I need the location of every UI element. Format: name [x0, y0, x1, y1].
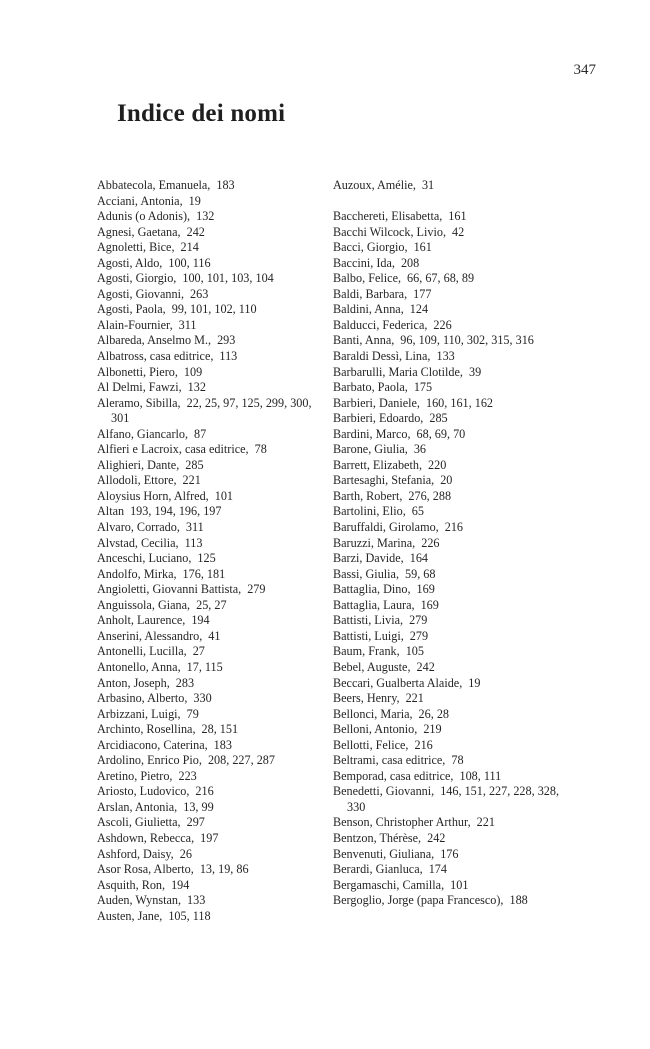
- entry-pages: 108, 111: [459, 768, 502, 783]
- entry-pages: 25, 27: [196, 597, 227, 612]
- index-entry: [97, 815, 322, 831]
- entry-pages: 276, 288: [408, 488, 452, 503]
- entry-name: Baldini, Anna,: [333, 302, 404, 317]
- entry-pages: 216: [195, 784, 214, 799]
- index-entry: [333, 318, 563, 334]
- entry-pages: 285: [429, 411, 448, 426]
- entry-pages: 194: [191, 613, 210, 628]
- entry-name: Agosti, Giovanni,: [97, 286, 185, 301]
- entry-pages: 132: [196, 209, 215, 224]
- entry-pages: 311: [178, 317, 197, 332]
- entry-name: Bellonci, Maria,: [333, 706, 413, 721]
- index-entry: [97, 504, 322, 520]
- index-entry: [333, 582, 563, 598]
- index-entry: [333, 831, 563, 847]
- index-entry: [333, 893, 563, 909]
- entry-name: Baldi, Barbara,: [333, 286, 408, 301]
- entry-pages: 17, 115: [186, 659, 223, 674]
- entry-name: Belloni, Antonio,: [333, 722, 418, 737]
- entry-pages: 214: [180, 240, 199, 255]
- index-entry: [97, 707, 322, 723]
- entry-pages: 100, 101, 103, 104: [182, 271, 274, 286]
- page-title: Indice dei nomi: [117, 100, 286, 127]
- index-entry: [97, 753, 322, 769]
- entry-name: Alfano, Giancarlo,: [97, 426, 189, 441]
- entry-pages: 101: [450, 877, 469, 892]
- entry-pages: 242: [186, 224, 205, 239]
- index-entry: [333, 567, 563, 583]
- index-entry: [97, 691, 322, 707]
- index-entry: [333, 302, 563, 318]
- index-entry: [333, 676, 563, 692]
- entry-name: Acciani, Antonia,: [97, 193, 183, 208]
- index-entry: [333, 862, 563, 878]
- entry-pages: 13, 99: [183, 799, 214, 814]
- index-entry: [97, 271, 322, 287]
- index-entry: [97, 769, 322, 785]
- index-entry: [333, 691, 563, 707]
- entry-name: Alvstad, Cecilia,: [97, 535, 179, 550]
- page-number: 347: [573, 62, 596, 78]
- entry-pages: 39: [468, 364, 482, 379]
- entry-name: Bacchi Wilcock, Livio,: [333, 224, 447, 239]
- index-entry: [333, 784, 563, 815]
- entry-name: Barbieri, Edoardo,: [333, 411, 424, 426]
- entry-pages: 219: [423, 722, 442, 737]
- index-entry: [97, 582, 322, 598]
- index-entry: [97, 722, 322, 738]
- entry-pages: 42: [452, 224, 465, 239]
- entry-pages: 223: [178, 768, 197, 783]
- entry-name: Ardolino, Enrico Pio,: [97, 753, 202, 768]
- entry-pages: 13, 19, 86: [199, 862, 249, 877]
- entry-name: Anholt, Laurence,: [97, 613, 186, 628]
- entry-pages: 87: [194, 426, 207, 441]
- entry-pages: 221: [182, 473, 201, 488]
- entry-pages: 242: [416, 659, 435, 674]
- entry-pages: 78: [451, 753, 464, 768]
- index-entry: [97, 520, 322, 536]
- index-entry: [97, 893, 322, 909]
- entry-pages: 28, 151: [201, 722, 239, 737]
- index-entry: [97, 225, 322, 241]
- index-entry: [333, 240, 563, 256]
- entry-name: Baruffaldi, Girolamo,: [333, 520, 439, 535]
- entry-name: Asquith, Ron,: [97, 877, 166, 892]
- entry-pages: 311: [185, 520, 204, 535]
- entry-pages: 36: [413, 442, 426, 457]
- entry-name: Baccini, Ida,: [333, 255, 395, 270]
- entry-name: Battaglia, Laura,: [333, 597, 415, 612]
- entry-name: Alighieri, Dante,: [97, 457, 180, 472]
- entry-name: Bardini, Marco,: [333, 426, 411, 441]
- index-entry: [333, 613, 563, 629]
- entry-name: Baruzzi, Marina,: [333, 535, 416, 550]
- entry-pages: 19: [468, 675, 481, 690]
- entry-name: Barbato, Paola,: [333, 380, 408, 395]
- index-entry: [97, 676, 322, 692]
- entry-name: Bergamaschi, Camilla,: [333, 877, 445, 892]
- entry-pages: 66, 67, 68, 89: [407, 271, 475, 286]
- entry-pages: 208: [400, 255, 420, 270]
- index-entry: [333, 551, 563, 567]
- entry-pages: 161: [448, 209, 467, 224]
- index-entry: [97, 738, 322, 754]
- entry-name: Bacci, Giorgio,: [333, 240, 408, 255]
- entry-pages: 146, 151, 227, 228, 328, 330: [347, 784, 560, 814]
- index-entry: [97, 551, 322, 567]
- index-entry: [333, 256, 563, 272]
- entry-pages: 175: [413, 380, 433, 395]
- entry-name: Battisti, Luigi,: [333, 628, 404, 643]
- index-entry: [333, 225, 563, 241]
- entry-pages: 79: [186, 706, 199, 721]
- index-entry: [333, 411, 563, 427]
- index-entry: [333, 333, 563, 349]
- entry-name: Albareda, Anselmo M.,: [97, 333, 212, 348]
- entry-pages: 68, 69, 70: [416, 426, 466, 441]
- entry-name: Albonetti, Piero,: [97, 364, 178, 379]
- entry-name: Alvaro, Corrado,: [97, 520, 180, 535]
- entry-name: Auzoux, Amélie,: [333, 178, 416, 192]
- entry-name: Arbasino, Alberto,: [97, 691, 188, 706]
- index-entry: [97, 613, 322, 629]
- entry-pages: 216: [414, 737, 433, 752]
- index-entry: [333, 722, 563, 738]
- entry-name: Al Delmi, Fawzi,: [97, 380, 182, 395]
- index-entry: [97, 629, 322, 645]
- entry-name: Bassi, Giulia,: [333, 566, 400, 581]
- index-entry: [97, 442, 322, 458]
- index-entry: [97, 194, 322, 210]
- index-entry: [97, 380, 322, 396]
- entry-pages: 164: [409, 551, 429, 566]
- entry-pages: 263: [190, 286, 209, 301]
- entry-pages: 41: [208, 628, 221, 643]
- index-entry: [333, 427, 563, 443]
- entry-name: Banti, Anna,: [333, 333, 395, 348]
- entry-name: Barzi, Davide,: [333, 551, 404, 566]
- entry-pages: 31: [421, 178, 435, 192]
- index-entry: [333, 878, 563, 894]
- entry-name: Austen, Jane,: [97, 908, 163, 923]
- index-entry: [333, 271, 563, 287]
- entry-pages: 132: [187, 380, 206, 395]
- entry-pages: 133: [187, 893, 206, 908]
- entry-name: Barone, Giulia,: [333, 442, 408, 457]
- entry-name: Aretino, Pietro,: [97, 768, 173, 783]
- index-entry: [97, 365, 322, 381]
- entry-pages: 279: [409, 628, 429, 643]
- entry-name: Bemporad, casa editrice,: [333, 768, 454, 783]
- entry-name: Adunis (o Adonis),: [97, 209, 191, 224]
- entry-name: Balbo, Felice,: [333, 271, 402, 286]
- index-entry: [97, 318, 322, 334]
- entry-pages: 285: [185, 457, 204, 472]
- entry-name: Barbarulli, Maria Clotilde,: [333, 364, 463, 379]
- entry-name: Bartesaghi, Stefania,: [333, 473, 435, 488]
- index-entry: [97, 333, 322, 349]
- entry-pages: 27: [192, 644, 205, 659]
- index-entry: [97, 598, 322, 614]
- entry-pages: 169: [420, 597, 439, 612]
- entry-name: Ascoli, Giulietta,: [97, 815, 181, 830]
- entry-pages: 100, 116: [168, 255, 211, 270]
- index-entry: [97, 302, 322, 318]
- letter-gap: [333, 194, 563, 210]
- entry-pages: 183: [213, 737, 232, 752]
- entry-pages: 197: [200, 830, 219, 845]
- index-entry: [333, 365, 563, 381]
- entry-name: Allodoli, Ettore,: [97, 473, 177, 488]
- entry-name: Barth, Robert,: [333, 488, 403, 503]
- entry-pages: 169: [416, 582, 435, 597]
- index-entry: [97, 800, 322, 816]
- index-entry: [333, 178, 563, 194]
- entry-pages: 160, 161, 162: [425, 395, 493, 410]
- entry-name: Albatross, casa editrice,: [97, 349, 214, 364]
- entry-pages: 99, 101, 102, 110: [171, 302, 257, 317]
- entry-pages: 101: [214, 488, 233, 503]
- index-entry: [97, 256, 322, 272]
- entry-name: Antonello, Anna,: [97, 659, 181, 674]
- index-entry: [333, 442, 563, 458]
- index-column-right: [333, 178, 563, 909]
- entry-name: Bellotti, Felice,: [333, 737, 409, 752]
- entry-pages: 194: [171, 877, 190, 892]
- index-entry: [97, 784, 322, 800]
- entry-name: Bebel, Auguste,: [333, 659, 411, 674]
- index-entry: [97, 396, 322, 427]
- entry-name: Battaglia, Dino,: [333, 582, 411, 597]
- index-entry: [97, 473, 322, 489]
- entry-pages: 242: [427, 830, 446, 845]
- entry-name: Anserini, Alessandro,: [97, 628, 203, 643]
- entry-pages: 176: [440, 846, 459, 861]
- entry-pages: 96, 109, 110, 302, 315, 316: [400, 333, 534, 348]
- index-entry: [97, 287, 322, 303]
- entry-name: Barbieri, Daniele,: [333, 395, 420, 410]
- entry-name: Aleramo, Sibilla,: [97, 395, 181, 410]
- entry-pages: 20: [440, 473, 453, 488]
- index-entry: [333, 209, 563, 225]
- entry-name: Agosti, Giorgio,: [97, 271, 177, 286]
- entry-name: Anceschi, Luciano,: [97, 551, 192, 566]
- index-entry: [333, 458, 563, 474]
- index-entry: [97, 427, 322, 443]
- entry-pages: 105, 118: [168, 908, 211, 923]
- index-entry: [97, 862, 322, 878]
- entry-name: Alain-Fournier,: [97, 317, 173, 332]
- entry-name: Baum, Frank,: [333, 644, 400, 659]
- entry-pages: 279: [247, 582, 266, 597]
- entry-pages: 176, 181: [182, 566, 226, 581]
- entry-name: Archinto, Rosellina,: [97, 722, 196, 737]
- index-entry: [97, 349, 322, 365]
- entry-name: Battisti, Livia,: [333, 613, 404, 628]
- entry-name: Bergoglio, Jorge (papa Francesco),: [333, 893, 504, 908]
- entry-pages: 220: [428, 457, 447, 472]
- entry-pages: 193, 194, 196, 197: [130, 504, 222, 519]
- entry-pages: 78: [254, 442, 267, 457]
- entry-pages: 133: [436, 349, 455, 364]
- entry-name: Barrett, Elizabeth,: [333, 457, 422, 472]
- index-entry: [333, 769, 563, 785]
- entry-pages: 59, 68: [405, 566, 436, 581]
- entry-name: Agosti, Paola,: [97, 302, 166, 317]
- entry-name: Agnesi, Gaetana,: [97, 224, 181, 239]
- entry-pages: 125: [197, 551, 216, 566]
- index-entry: [333, 629, 563, 645]
- index-entry: [333, 349, 563, 365]
- index-entry: [97, 831, 322, 847]
- index-entry: [97, 644, 322, 660]
- entry-pages: 19: [188, 193, 201, 208]
- index-entry: [333, 489, 563, 505]
- index-entry: [97, 489, 322, 505]
- index-entry: [97, 178, 322, 194]
- entry-pages: 221: [405, 691, 424, 706]
- entry-pages: 216: [444, 520, 463, 535]
- entry-pages: 297: [186, 815, 205, 830]
- entry-name: Auden, Wynstan,: [97, 893, 182, 908]
- entry-pages: 226: [421, 535, 440, 550]
- entry-name: Arslan, Antonia,: [97, 799, 178, 814]
- entry-pages: 26: [179, 846, 192, 861]
- index-entry: [333, 536, 563, 552]
- entry-name: Arcidiacono, Caterina,: [97, 737, 208, 752]
- index-entry: [333, 815, 563, 831]
- entry-name: Benson, Christopher Arthur,: [333, 815, 471, 830]
- index-entry: [97, 660, 322, 676]
- index-entry: [97, 209, 322, 225]
- entry-pages: 65: [411, 504, 424, 519]
- index-entry: [333, 473, 563, 489]
- entry-name: Alfieri e Lacroix, casa editrice,: [97, 442, 249, 457]
- index-entry: [333, 598, 563, 614]
- index-entry: [333, 520, 563, 536]
- entry-name: Benvenuti, Giuliana,: [333, 846, 435, 861]
- entry-name: Bentzon, Thérèse,: [333, 830, 422, 845]
- entry-name: Altan: [97, 504, 125, 519]
- entry-name: Anton, Joseph,: [97, 675, 170, 690]
- entry-name: Beers, Henry,: [333, 691, 400, 706]
- entry-pages: 124: [409, 302, 429, 317]
- index-entry: [333, 660, 563, 676]
- entry-name: Anguissola, Giana,: [97, 597, 191, 612]
- index-column-left: [97, 178, 322, 924]
- entry-name: Bartolini, Elio,: [333, 504, 406, 519]
- index-entry: [333, 738, 563, 754]
- entry-pages: 174: [428, 862, 447, 877]
- index-entry: [97, 909, 322, 925]
- entry-name: Aloysius Horn, Alfred,: [97, 488, 209, 503]
- entry-pages: 113: [219, 349, 238, 364]
- index-entry: [333, 707, 563, 723]
- entry-name: Berardi, Gianluca,: [333, 862, 423, 877]
- index-entry: [333, 396, 563, 412]
- entry-name: Benedetti, Giovanni,: [333, 784, 435, 799]
- index-entry: [333, 287, 563, 303]
- entry-name: Balducci, Federica,: [333, 317, 428, 332]
- entry-name: Andolfo, Mirka,: [97, 566, 177, 581]
- entry-pages: 279: [409, 613, 428, 628]
- entry-pages: 161: [413, 240, 432, 255]
- index-entry: [333, 753, 563, 769]
- entry-pages: 293: [217, 333, 236, 348]
- entry-pages: 183: [216, 178, 235, 192]
- entry-name: Agnoletti, Bice,: [97, 240, 175, 255]
- index-entry: [333, 380, 563, 396]
- index-entry: [97, 536, 322, 552]
- entry-name: Agosti, Aldo,: [97, 255, 163, 270]
- index-entry: [333, 644, 563, 660]
- entry-pages: 221: [476, 815, 495, 830]
- entry-name: Baraldi Dessì, Lina,: [333, 349, 431, 364]
- index-entry: [333, 504, 563, 520]
- entry-name: Abbatecola, Emanuela,: [97, 178, 211, 192]
- entry-pages: 208, 227, 287: [207, 753, 275, 768]
- entry-name: Angioletti, Giovanni Battista,: [97, 582, 242, 597]
- entry-name: Asor Rosa, Alberto,: [97, 862, 194, 877]
- index-entry: [97, 458, 322, 474]
- index-entry: [97, 240, 322, 256]
- entry-pages: 330: [193, 691, 212, 706]
- entry-name: Ariosto, Ludovico,: [97, 784, 190, 799]
- index-entry: [333, 847, 563, 863]
- entry-pages: 177: [413, 286, 432, 301]
- index-entry: [97, 878, 322, 894]
- entry-name: Bacchereti, Elisabetta,: [333, 209, 443, 224]
- entry-pages: 22, 25, 97, 125, 299, 300, 301: [111, 395, 312, 426]
- entry-name: Antonelli, Lucilla,: [97, 644, 187, 659]
- entry-pages: 188: [509, 893, 528, 908]
- entry-name: Arbizzani, Luigi,: [97, 706, 181, 721]
- entry-name: Ashford, Daisy,: [97, 846, 174, 861]
- entry-name: Beccari, Gualberta Alaide,: [333, 675, 463, 690]
- index-entry: [97, 567, 322, 583]
- entry-pages: 109: [183, 364, 203, 379]
- entry-pages: 113: [184, 535, 203, 550]
- index-entry: [97, 847, 322, 863]
- entry-name: Beltrami, casa editrice,: [333, 753, 446, 768]
- entry-name: Ashdown, Rebecca,: [97, 830, 195, 845]
- entry-pages: 105: [405, 644, 424, 659]
- entry-pages: 283: [175, 675, 195, 690]
- entry-pages: 26, 28: [418, 706, 450, 721]
- entry-pages: 226: [433, 317, 452, 332]
